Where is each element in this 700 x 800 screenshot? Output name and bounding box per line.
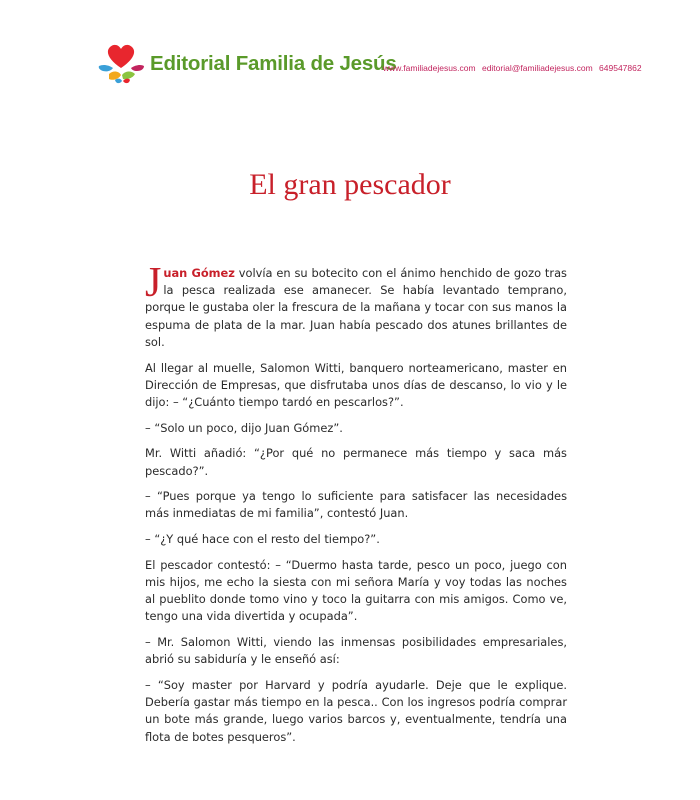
drop-cap: J — [145, 260, 162, 306]
paragraph: Al llegar al muelle, Salomon Witti, banquero norteamericano, master en Dirección de Empresas, que disfrutaba unos días de descanso, lo vio y le dijo: – “¿Cuánto tiempo tardó en pescarlos?”. — [145, 360, 567, 409]
paragraph: – “¿Y qué hace con el resto del tiempo?”. — [145, 532, 380, 547]
paragraph-1 — [145, 260, 567, 351]
hands-heart-logo-icon — [95, 38, 147, 86]
paragraph: Mr. Witti añadió: “¿Por qué no permanece más tiempo y saca más pescado?”. — [145, 446, 567, 478]
paragraph-1-text: volvía en su botecito con el ánimo henchido de gozo tras la pesca realizada ese amanecer. Se había levantado temprano, porque le gustaba oler la frescura de la mañana y tocar con sus manos la espuma de plata de la mar. Juan había pescado dos atunes brillantes de sol. — [145, 266, 567, 349]
phone-number: 649547862 — [599, 63, 642, 73]
publisher-header — [95, 38, 655, 88]
paragraph: – “Soy master por Harvard y podría ayudarle. Deje que le explique. Debería gastar más tiempo en la pesca.. Con los ingresos podría comprar un bote más grande, luego varios barcos y, eventualmente, tendría una flota de botes pesqueros”. — [145, 678, 567, 744]
website-link[interactable]: www.familiadejesus.com — [383, 63, 476, 73]
paragraph: – “Pues porque ya tengo lo suficiente para satisfacer las necesidades más inmediatas de mi familia”, contestó Juan. — [145, 489, 567, 521]
story-body — [145, 260, 567, 754]
story-title: El gran pescador — [249, 168, 451, 201]
paragraph: El pescador contestó: – “Duermo hasta tarde, pesco un poco, juego con mis hijos, me echo la siesta con mi señora María y voy todas las noches al pueblito donde tomo vino y toco la guitarra con mis amigos. Como ve, tengo una vida divertida y ocupada”. — [145, 557, 567, 624]
contact-info — [383, 63, 646, 73]
paragraph: – Mr. Salomon Witti, viendo las inmensas posibilidades empresariales, abrió su sabiduría y le enseñó así: — [145, 635, 567, 667]
protagonist-name: uan Gómez — [163, 266, 235, 280]
email-link[interactable]: editorial@familiadejesus.com — [481, 63, 593, 73]
paragraph: – “Solo un poco, dijo Juan Gómez”. — [145, 420, 343, 435]
publisher-name: Editorial Familia de Jesús — [150, 52, 397, 75]
